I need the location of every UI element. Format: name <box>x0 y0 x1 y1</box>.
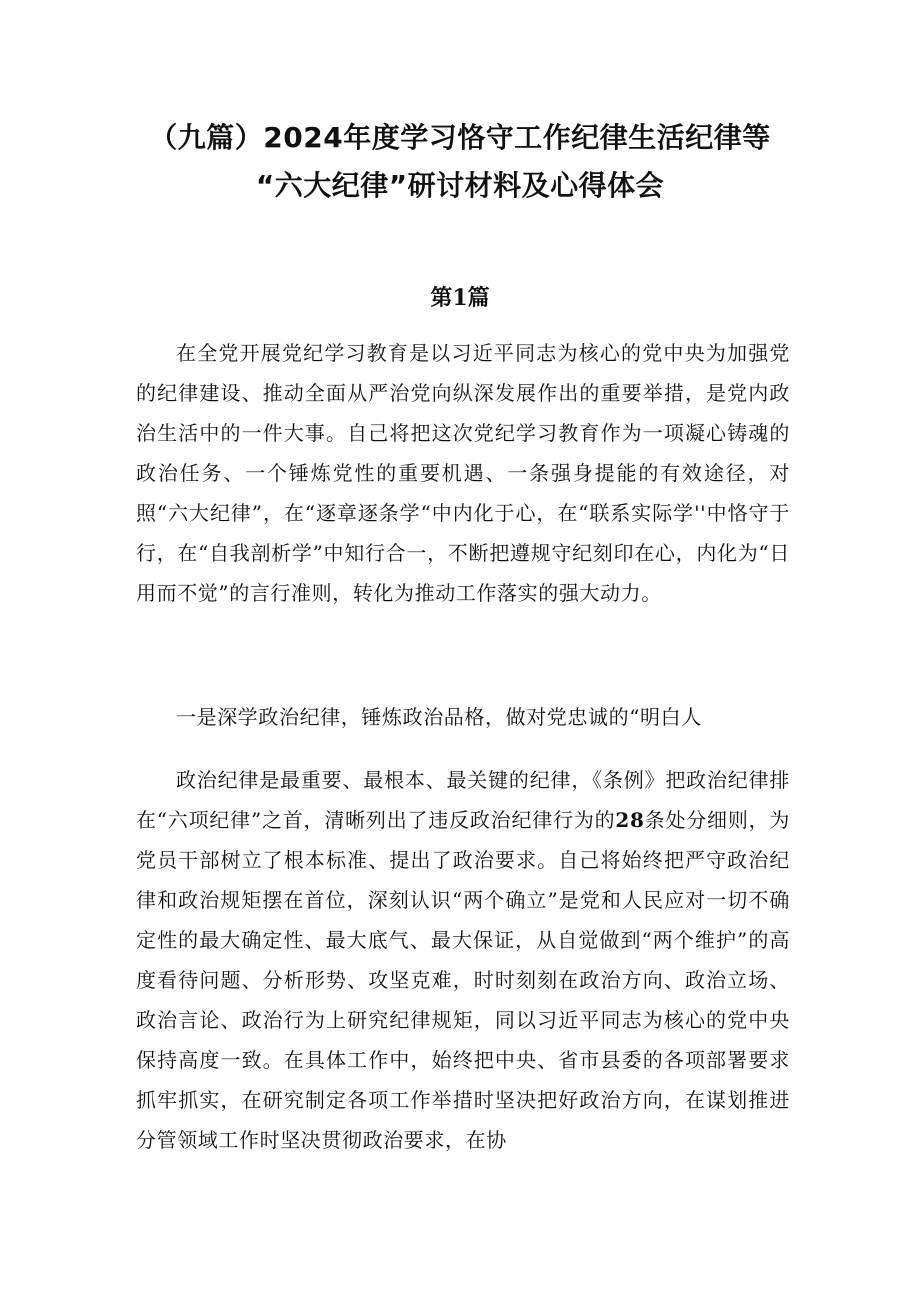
paragraph-political-discipline <box>136 760 790 1160</box>
paragraph-text-before: 政治纪律是最重要、最根本、最关键的纪律，《条例》把政治纪律排在“六项纪律”之首，清晰列出了违反政治纪律行为的 <box>136 768 790 832</box>
paragraph-subheading: 一是深学政治纪律，锤炼政治品格，做对党忠诚的“明白人 <box>176 705 702 729</box>
paragraph-text-after: 条处分细则，为党员干部树立了根本标准、提出了政治要求。自己将始终把严守政治纪律和政治规矩摆在首位，深刻认识“两个确立”是党和人民应对一切不确定性的最大确定性、最大底气、最大保证，从自觉做到“两个维护”的高度看待问题、分析形势、攻坚克难，时时刻刻在政治方向、政治立场、政治言论、政治行为上研究纪律规矩，同以习近平同志为核心的党中央保持高度一致。在具体工作中，始终把中央、省市县委的各项部署要求抓牢抓实，在研究制定各项工作举措时坚决把好政治方向，在谋划推进分管领域工作时坚决贯彻政治要求，在协 <box>136 808 790 1152</box>
section-heading: 第1篇 <box>430 285 490 311</box>
document-title-line-2: “六大纪律”研讨材料及心得体会 <box>255 169 665 202</box>
document-title-line-1: （九篇）2024年度学习恪守工作纪律生活纪律等 <box>149 121 771 154</box>
paragraph-intro: 在全党开展党纪学习教育是以习近平同志为核心的党中央为加强党的纪律建设、推动全面从严治党向纵深发展作出的重要举措，是党内政治生活中的一件大事。自己将把这次党纪学习教育作为一项凝心铸魂的政治任务、一个锤炼党性的重要机遇、一条强身提能的有效途径，对照“六大纪律”，在“逐章逐条学“中内化于心，在“联系实际学''中恪守于行，在“自我剖析学”中知行合一，不断把遵规守纪刻印在心，内化为“日用而不觉”的言行准则，转化为推动工作落实的强大动力。 <box>136 341 790 605</box>
paragraph-number: 28 <box>615 808 645 832</box>
